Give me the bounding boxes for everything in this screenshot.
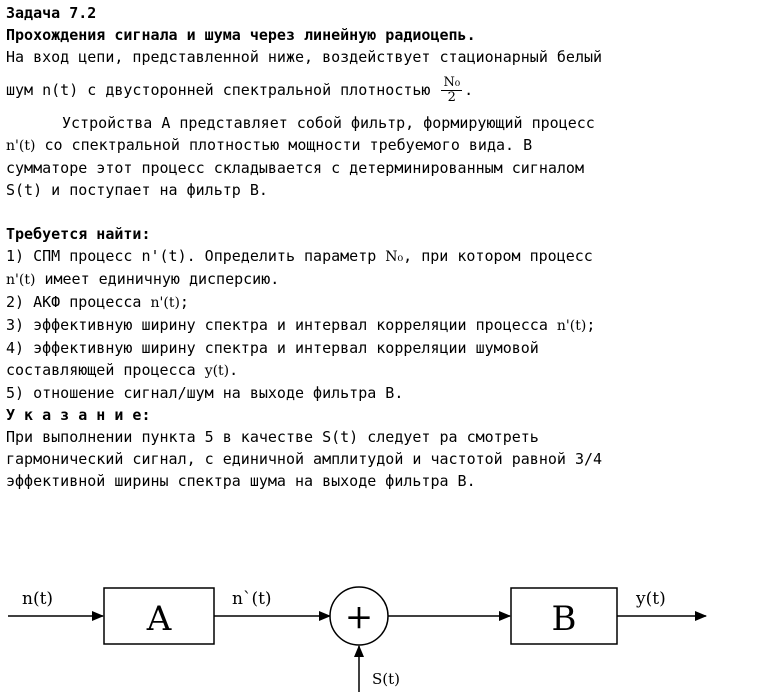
n0-over-2-fraction xyxy=(441,76,462,105)
fraction-numerator: N₀ xyxy=(443,75,461,90)
desc-text: со спектральной плотностью мощности требуемого вида. В xyxy=(35,136,533,154)
intro-period: . xyxy=(464,81,474,99)
required-heading: Требуется найти: xyxy=(6,225,151,243)
item4-text: составляющей процесса xyxy=(6,361,205,379)
required-item-2 xyxy=(6,291,763,314)
sum-symbol: + xyxy=(344,597,374,637)
process-y: y(t) xyxy=(204,363,230,379)
n0-symbol: N₀ xyxy=(385,249,404,265)
output-label: y(t) xyxy=(636,589,666,609)
required-item-3 xyxy=(6,314,763,337)
item2-text: 2) АКФ процесса xyxy=(6,293,151,311)
hint-heading: У к а з а н и е: xyxy=(6,406,151,424)
required-item-4a: 4) эффективную ширину спектра и интервал корреляции шумовой xyxy=(6,339,539,357)
hint-line-3: эффективной ширины спектра шума на выходе фильтра B. xyxy=(6,472,476,490)
block-diagram xyxy=(0,560,769,698)
item1b-text: имеет единичную дисперсию. xyxy=(35,270,280,288)
hint-line-2: гармонический сигнал, с единичной амплитудой и частотой равной 3/4 xyxy=(6,450,603,468)
required-item-1 xyxy=(6,245,763,268)
task-title: Задача 7.2 xyxy=(6,4,97,22)
item3-text: 3) эффективную ширину спектра и интервал корреляции процесса xyxy=(6,316,557,334)
process-n-prime: n'(t) xyxy=(556,318,587,334)
task-subtitle: Прохождения сигнала и шума через линейную радиоцепь. xyxy=(6,26,476,44)
desc-line-4: S(t) и поступает на фильтр B. xyxy=(6,181,268,199)
intro-line-2 xyxy=(6,68,763,112)
process-n-prime: n'(t) xyxy=(6,272,36,288)
item1-text: 1) СПМ процесс n'(t). Определить параметр xyxy=(6,247,386,265)
fraction-denominator: 2 xyxy=(447,90,456,105)
item2-tail: ; xyxy=(179,293,189,311)
input-label: n(t) xyxy=(22,589,54,609)
intro-text: шум n(t) с двусторонней спектральной плотностью xyxy=(6,81,440,99)
process-n-prime: n'(t) xyxy=(6,138,36,154)
block-b-label: B xyxy=(551,599,577,639)
process-n-prime: n'(t) xyxy=(150,295,180,311)
hint-line-1: При выполнении пункта 5 в качестве S(t) следует ра смотреть xyxy=(6,428,539,446)
desc-line-1: Устройства А представляет собой фильтр, формирующий процесс xyxy=(62,114,595,132)
item1-tail: , при котором процесс xyxy=(403,247,593,265)
mid-label: n`(t) xyxy=(232,589,272,609)
spacer xyxy=(6,201,763,223)
required-item-4b xyxy=(6,359,763,382)
required-item-5: 5) отношение сигнал/шум на выходе фильтра B. xyxy=(6,384,404,402)
signal-label: S(t) xyxy=(372,670,401,688)
document xyxy=(6,2,763,492)
desc-line-2 xyxy=(6,134,763,157)
item4-tail: . xyxy=(229,361,239,379)
required-item-1b xyxy=(6,268,763,291)
block-a-label: A xyxy=(146,599,172,639)
intro-line-1: На вход цепи, представленной ниже, воздействует стационарный белый xyxy=(6,48,603,66)
desc-line-3: сумматоре этот процесс складывается с детерминированным сигналом xyxy=(6,159,584,177)
item3-tail: ; xyxy=(586,316,596,334)
